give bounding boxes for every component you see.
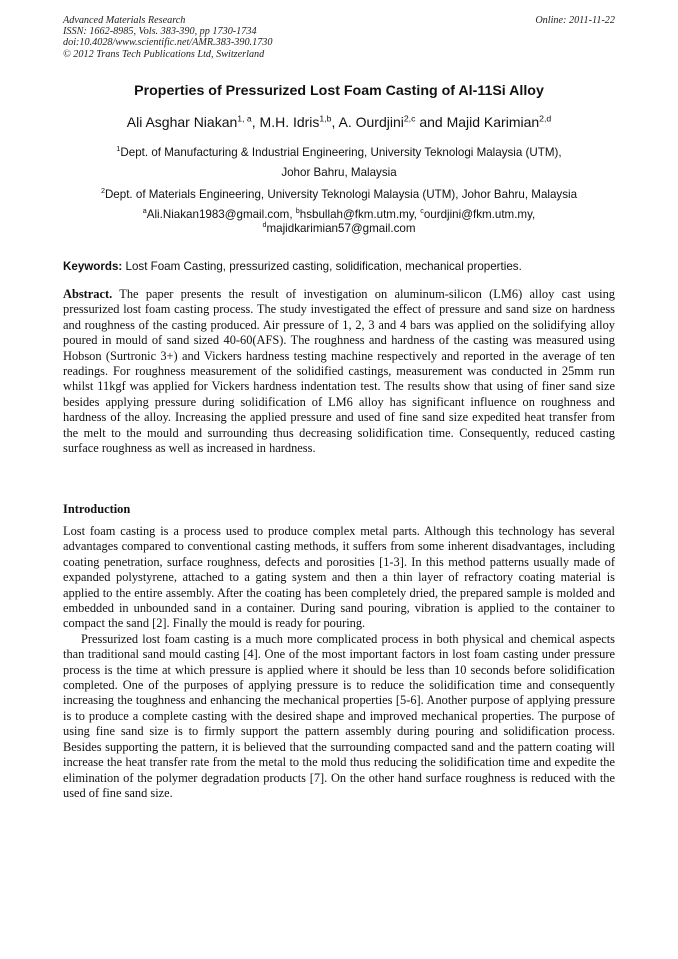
introduction-body xyxy=(63,524,615,801)
email-b: hsbullah@fkm.utm.my, xyxy=(299,208,421,221)
author-name: Majid Karimian xyxy=(446,114,540,130)
abstract xyxy=(63,287,615,456)
affiliation-superscript: 1 xyxy=(116,144,121,154)
author-superscript: 2,d xyxy=(539,113,552,124)
journal-doi: doi:10.4028/www.scientific.net/AMR.383-390.1730 xyxy=(63,37,273,49)
author-separator: , xyxy=(331,114,339,130)
journal-name: Advanced Materials Research xyxy=(63,15,186,26)
author-separator: , xyxy=(251,114,260,130)
author-superscript: 2,c xyxy=(403,113,416,124)
email-d: majidkarimian57@gmail.com xyxy=(266,222,416,235)
journal-copyright: © 2012 Trans Tech Publications Ltd, Switzerland xyxy=(63,48,265,60)
affiliation-1-line2: Johor Bahru, Malaysia xyxy=(281,166,397,179)
author-list xyxy=(63,112,615,132)
journal-header xyxy=(63,15,615,60)
keywords-label: Keywords: xyxy=(63,260,123,273)
paper-title: Properties of Pressurized Lost Foam Casting of Al-11Si Alloy xyxy=(134,83,544,99)
email-line-1: $^a$Ali.Niakan1983@gmail.com, $^b$hsbullah@fkm.utm.my, $^c$ourdjini@fkm.utm.my, xyxy=(142,206,536,221)
email-line-2: $^d$majidkarimian57@gmail.com xyxy=(262,220,416,235)
author-emails xyxy=(63,208,615,236)
introduction-paragraph: Lost foam casting is a process used to produce complex metal parts. Although this technology has several advantages compared to conventional casting methods, it suffers from some inherent disadvantages, including coating penetration, surface roughness, defects and porosities [1-3]. In this method patterns usually made of expanded polystyrene, attached to a gating system and then a thin layer of refractory coating material is applied to the entire assembly. After the coating has been completely dried, the prepared sample is molded and embedded in unbounded sand in a container. During sand pouring, vibration is applied to the container to compact the sand [2]. Finally the mould is ready for pouring. xyxy=(63,524,615,631)
affiliation-1-line1: $^1$Dept. of Manufacturing & Industrial Engineering, University Teknologi Malaysia (UTM), xyxy=(116,144,562,159)
journal-issn: ISSN: 1662-8985, Vols. 383-390, pp 1730-1734 xyxy=(63,26,257,38)
online-date: Online: 2011-11-22 xyxy=(535,15,615,26)
affiliation-superscript: 2 xyxy=(100,186,105,196)
abstract-text: The paper presents the result of investigation on aluminum-silicon (LM6) alloy cast using pressurized lost foam casting process. The study investigated the effect of pressure and sand size on hardness and roughness of the casting produced. Air pressure of 1, 2, 3 and 4 bars was applied on the solidifying alloy poured in mould of sand sized 40-60(AFS). The roughness and hardness of the casting was measured using Hobson (Surtronic 3+) and Vickers hardness testing machine respectively and reported in the average of ten readings. For roughness measurement of the solidified castings, measurement was conducted in 25mm run whilst 11kgf was applied for Vickers hardness indentation test. The results show that using of finer sand size besides applying pressure during solidification of LM6 alloy has significant influence on roughness and hardness of the alloy. Increasing the applied pressure and used of fine sand size expedited heat transfer from the melt to the mould and surrounding thus decreasing solidification time. Consequently, reduced casting surface roughness as well as increased in hardness. xyxy=(63,287,615,456)
email-a: Ali.Niakan1983@gmail.com, xyxy=(146,208,296,221)
author-separator: and xyxy=(415,114,447,130)
keywords-text: Lost Foam Casting, pressurized casting, solidification, mechanical properties. xyxy=(122,260,522,273)
abstract-label: Abstract. xyxy=(63,287,113,301)
author-name: A. Ourdjini xyxy=(338,114,404,130)
affiliation-1 xyxy=(63,146,615,180)
author-superscript: 1,b xyxy=(319,113,332,124)
keywords xyxy=(63,259,615,274)
author-name: Ali Asghar Niakan xyxy=(126,114,238,130)
email-c: ourdjini@fkm.utm.my, xyxy=(423,208,536,221)
introduction-paragraph: Pressurized lost foam casting is a much more complicated process in both physical and chemical aspects than traditional sand mould casting [4]. One of the most important factors in lost foam casting under pressure process is the time at which pressure is applied where it should be less than 10 seconds before solidification completed. One of the purposes of applying pressure is to reduce the solidification time and consequently increasing the toughness and enhancing the mechanical properties [5-6]. Another purpose of applying pressure is to produce a complete casting with the desired shape and improved mechanical properties. The purpose of using fine sand size is to firmly support the pattern assembly during pouring and solidification process. Besides supporting the pattern, it is believed that the surrounding compacted sand and the pattern coating will increase the heat transfer rate from the metal to the mold thus reducing the solidification time and expedite the elimination of the polymer degradation products [7]. On the other hand surface roughness is reduced with the used of fine sand size. xyxy=(63,631,615,800)
affiliation-2: $^2$Dept. of Materials Engineering, University Teknologi Malaysia (UTM), Johor Bahru, Malaysia xyxy=(100,186,578,201)
author-name: M.H. Idris xyxy=(259,114,320,130)
introduction-heading: Introduction xyxy=(63,502,131,516)
author-superscript: 1, a xyxy=(237,113,252,124)
